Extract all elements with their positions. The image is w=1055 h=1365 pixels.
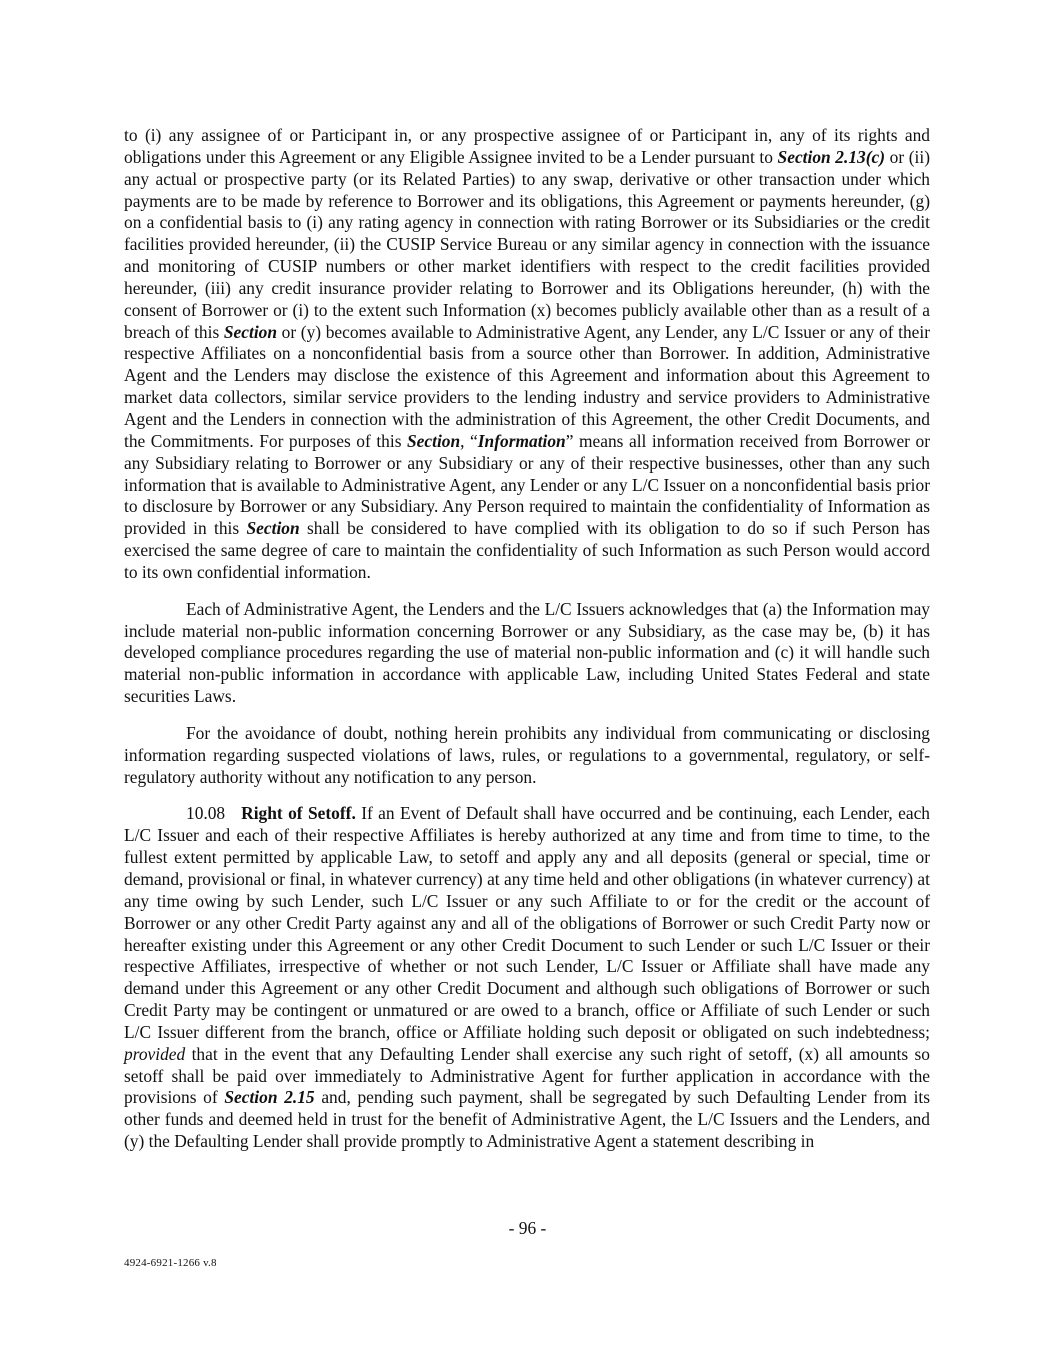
section-reference: Section — [246, 518, 300, 539]
text-run: and, pending such payment, shall be segregated by such Defaulting Lender from its other funds and deemed held in trust for the benefit of Administrative Agent, the L/C Issuers and the Lenders, and (y) the Defaulting Lender shall provide promptly to Administrative Agent a statement describing in — [124, 1087, 931, 1152]
document-id: 4924-6921-1266 v.8 — [124, 1257, 217, 1269]
paragraph-avoidance-of-doubt: For the avoidance of doubt, nothing herein prohibits any individual from communicating or disclosing information regarding suspected violations of laws, rules, or regulations to a governmental, regulatory, or self-regulatory authority without any notification to any person. — [124, 722, 930, 787]
paragraph-confidentiality-continued — [124, 125, 930, 584]
document-body — [124, 125, 930, 1168]
text-run: to (i) any assignee of or Participant in, or any prospective assignee of or Participant in, any of its rights and obligations under this Agreement or any Eligible Assignee invited to be a Lender pursuant to — [124, 125, 930, 167]
section-reference: Section — [407, 430, 461, 451]
text-run: ” means all information received from Borrower or any Subsidiary relating to Borrower or any Subsidiary or any of their respective businesses, other than any such information that is available to Administrative Agent, any Lender or any L/C Issuer on a nonconfidential basis prior to disclosure by Borrower or any Subsidiary. Any Person required to maintain the confidentiality of Information as provided in this — [124, 430, 930, 539]
text-run: , “ — [460, 430, 478, 451]
text-run: or (y) becomes available to Administrative Agent, any Lender, any L/C Issuer or any of their respective Affiliates on a nonconfidential basis from a source other than Borrower. In addition, Administrative Agent and the Lenders may disclose the existence of this Agreement and information about this Agreement to market data collectors, similar service providers to the lending industry and service providers to Administrative Agent and the Lenders in connection with the administration of this Agreement, the other Credit Documents, and the Commitments. For purposes of this — [124, 321, 930, 451]
proviso-term: provided — [124, 1043, 186, 1064]
text-run: If an Event of Default shall have occurred and be continuing, each Lender, each L/C Issuer and each of their respective Affiliates is hereby authorized at any time and from time to time, to the fullest extent permitted by applicable Law, to setoff and apply any and all deposits (general or special, time or demand, provisional or final, in whatever currency) at any time held and other obligations (in whatever currency) at any time owing by such Lender, such L/C Issuer or any such Affiliate to or for the credit or the account of Borrower or any other Credit Party against any and all of the obligations of Borrower or such Credit Party now or hereafter existing under this Agreement or any other Credit Document to such Lender or such L/C Issuer or their respective Affiliates, irrespective of whether or not such Lender, L/C Issuer or Affiliate shall have made any demand under this Agreement or any other Credit Document and although such obligations of Borrower or such Credit Party may be contingent or unmatured or are owed to a branch, office or Affiliate of such Lender or such L/C Issuer different from the branch, office or Affiliate holding such deposit or obligated on such indebtedness; — [124, 803, 930, 1042]
text-run: or (ii) any actual or prospective party (or its Related Parties) to any swap, derivative or other transaction under which payments are to be made by reference to Borrower and its obligations, this Agreement or payments hereunder, (g) on a confidential basis to (i) any rating agency in connection with rating Borrower or its Subsidiaries or the credit facilities provided hereunder, (ii) the CUSIP Service Bureau or any similar agency in connection with the issuance and monitoring of CUSIP numbers or other market identifiers with respect to the credit facilities provided hereunder, (iii) any credit insurance provider relating to Borrower and its Obligations hereunder, (h) with the consent of Borrower or (i) to the extent such Information (x) becomes publicly available other than as a result of a breach of this — [124, 146, 931, 342]
section-number: 10.08 — [186, 803, 226, 824]
section-heading: Right of Setoff. — [241, 803, 356, 824]
page-number: - 96 - — [508, 1218, 547, 1238]
section-reference: Section 2.13(c) — [777, 146, 886, 167]
section-reference: Section 2.15 — [224, 1087, 315, 1108]
defined-term: Information — [477, 430, 566, 451]
text-run: shall be considered to have complied with its obligation to do so if such Person has exercised the same degree of care to maintain the confidentiality of such Information as such Person would accord to its own confidential information. — [124, 518, 931, 582]
paragraph-acknowledgement: Each of Administrative Agent, the Lenders and the L/C Issuers acknowledges that (a) the Information may include material non-public information concerning Borrower or any Subsidiary, as the case may be, (b) it has developed compliance procedures regarding the use of material non-public information and (c) it will handle such material non-public information in accordance with applicable Law, including United States Federal and state securities Laws. — [124, 598, 930, 707]
section-10-08-right-of-setoff — [124, 803, 930, 1153]
text-run: that in the event that any Defaulting Lender shall exercise any such right of setoff, (x) all amounts so setoff shall be paid over immediately to Administrative Agent for further application in accordance with the provisions of — [124, 1043, 930, 1108]
section-reference: Section — [223, 321, 278, 342]
